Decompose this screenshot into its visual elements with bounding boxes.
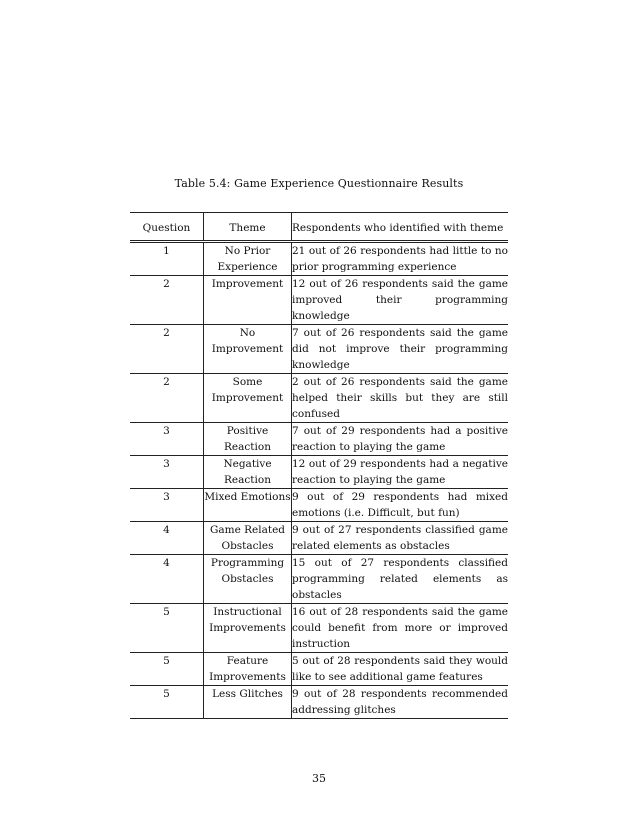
question-cell: 4: [163, 524, 170, 536]
theme-cell: Feature Improvements: [204, 653, 292, 686]
table-row: [130, 456, 508, 489]
theme-cell: No Prior Experience: [204, 242, 292, 276]
table-header-row: [130, 213, 508, 242]
table-body: [130, 242, 508, 719]
response-cell: 12 out of 26 respondents said the game improved their programming knowledge: [292, 278, 508, 322]
theme-cell: Instructional Improvements: [204, 604, 292, 653]
question-cell: 3: [163, 491, 170, 503]
table-row: [130, 686, 508, 719]
theme-cell: Game Related Obstacles: [204, 522, 292, 555]
response-cell: 7 out of 26 respondents said the game did not improve their programming knowledge: [292, 327, 508, 371]
question-cell: 5: [163, 688, 170, 700]
question-cell: 3: [163, 425, 170, 437]
table-row: [130, 653, 508, 686]
theme-cell: Negative Reaction: [204, 456, 292, 489]
table-caption: Table 5.4: Game Experience Questionnaire Results: [174, 177, 464, 190]
response-cell: 9 out of 27 respondents classified game related elements as obstacles: [292, 524, 508, 552]
question-cell: 4: [163, 557, 170, 569]
question-cell: 3: [163, 458, 170, 470]
header-theme: Theme: [204, 213, 292, 242]
question-cell: 1: [163, 245, 170, 257]
question-cell: 2: [163, 278, 170, 290]
response-cell: 9 out of 29 respondents had mixed emotions (i.e. Difficult, but fun): [292, 491, 508, 519]
theme-cell: Less Glitches: [204, 686, 292, 719]
response-cell: 5 out of 28 respondents said they would like to see additional game features: [292, 655, 508, 683]
response-cell: 9 out of 28 respondents recommended addressing glitches: [292, 688, 508, 716]
header-respondents: Respondents who identified with theme: [292, 213, 509, 242]
questionnaire-results-table: [130, 212, 508, 719]
theme-cell: Programming Obstacles: [204, 555, 292, 604]
table-row: [130, 423, 508, 456]
theme-cell: Some Improvement: [204, 374, 292, 423]
table-row: [130, 604, 508, 653]
response-cell: 2 out of 26 respondents said the game helped their skills but they are still confused: [292, 376, 508, 420]
question-cell: 5: [163, 606, 170, 618]
question-cell: 2: [163, 327, 170, 339]
theme-cell: No Improvement: [204, 325, 292, 374]
table-row: [130, 325, 508, 374]
table-row: [130, 242, 508, 276]
table-row: [130, 276, 508, 325]
question-cell: 2: [163, 376, 170, 388]
table-row: [130, 374, 508, 423]
response-cell: 21 out of 26 respondents had little to no prior programming experience: [292, 245, 508, 273]
page-number: 35: [312, 772, 326, 785]
theme-cell: Improvement: [204, 276, 292, 325]
table-row: [130, 522, 508, 555]
response-cell: 12 out of 29 respondents had a negative reaction to playing the game: [292, 458, 508, 486]
response-cell: 7 out of 29 respondents had a positive reaction to playing the game: [292, 425, 508, 453]
table-row: [130, 489, 508, 522]
header-question: Question: [142, 222, 191, 234]
question-cell: 5: [163, 655, 170, 667]
theme-cell: Positive Reaction: [204, 423, 292, 456]
table-row: [130, 555, 508, 604]
theme-cell: Mixed Emotions: [204, 489, 292, 522]
response-cell: 16 out of 28 respondents said the game could benefit from more or improved instruction: [292, 606, 508, 650]
response-cell: 15 out of 27 respondents classified programming related elements as obstacles: [292, 557, 508, 601]
